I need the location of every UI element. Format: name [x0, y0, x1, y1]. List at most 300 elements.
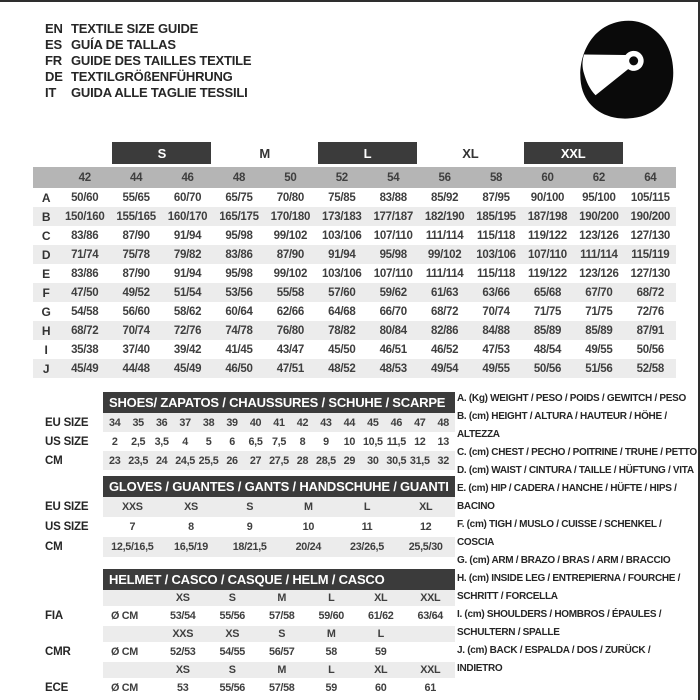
measure-row-letter: H [41, 323, 51, 338]
size-value-cell: 12 [419, 521, 432, 533]
size-value-cell: 6,5 [248, 435, 263, 448]
helmet-value-cell: 53 [177, 682, 189, 694]
size-value-cell: 12,5/16,5 [111, 541, 154, 553]
size-value-cell: 27 [249, 454, 262, 467]
measure-value-cell: 80/84 [379, 324, 407, 337]
helmet-values [103, 678, 455, 698]
size-value-cell: 2,5 [131, 435, 146, 448]
measure-value-cell: 85/89 [585, 324, 613, 337]
measure-value-cell: 155/165 [116, 210, 156, 223]
size-value-cell: 8 [299, 435, 306, 448]
measure-value-cell: 187/198 [527, 210, 568, 223]
legend-item: F. (cm) TIGH / MUSLO / CUISSE / SCHENKEL / COSCIA [457, 519, 662, 548]
size-value-cell: 41 [273, 416, 285, 429]
size-number-cell: 42 [78, 171, 91, 184]
measure-value-cell: 165/175 [219, 210, 259, 223]
measure-value-cell: 49/55 [482, 362, 510, 375]
size-value-cell: 23,5 [128, 454, 149, 467]
measurement-row [33, 264, 676, 283]
measurement-row [33, 188, 676, 207]
helmet-value-cell: 55/56 [219, 682, 246, 694]
helmet-size-cell: M [326, 628, 336, 640]
size-value-cell: 40 [249, 416, 262, 429]
size-row [45, 537, 455, 557]
language-code: ES [45, 36, 62, 52]
measure-value-cell: 119/122 [528, 267, 567, 280]
measure-value-cell: 47/50 [71, 286, 99, 299]
helmet-size-cell: L [328, 592, 335, 604]
measure-value-cell: 95/98 [225, 229, 253, 242]
measure-value-cell: 78/82 [328, 324, 356, 337]
language-code: DE [45, 68, 63, 84]
size-number-cell: 48 [232, 171, 246, 184]
language-title: TEXTILGRÖßENFÜHRUNG [71, 68, 233, 84]
helmet-value-row [45, 642, 455, 662]
measure-value-cell: 111/114 [425, 267, 464, 280]
measure-value-cell: 66/70 [379, 305, 407, 318]
size-row-label: EU SIZE [45, 416, 89, 429]
size-value-cell: 23/26,5 [350, 541, 384, 553]
measure-value-cell: 95/98 [379, 248, 407, 261]
measure-value-cell: 82/86 [430, 324, 459, 337]
measure-row-letter: B [41, 209, 51, 224]
measure-value-cell: 46/51 [379, 343, 407, 356]
size-number-cell: 50 [284, 171, 297, 184]
helmet-value-cell: 54/55 [219, 646, 246, 658]
size-value-cell: 37 [179, 416, 191, 429]
measure-value-cell: 85/89 [533, 324, 562, 337]
measure-value-cell: 107/110 [373, 229, 413, 242]
size-value-cell: XL [419, 501, 433, 513]
size-value-cell: 11 [361, 521, 373, 533]
size-row-values [103, 432, 455, 451]
measure-value-cell: 91/94 [328, 248, 356, 261]
helmet-value-cell: 60 [375, 682, 387, 694]
size-value-cell: 29 [343, 454, 356, 467]
size-number-row [33, 167, 676, 188]
helmet-value-row [45, 678, 455, 698]
language-row [45, 84, 251, 100]
legend-item: B. (cm) HEIGHT / ALTURA / HAUTEUR / HÖHE / ALTEZZA [457, 411, 667, 440]
helmet-value-cell: 57/58 [268, 682, 295, 694]
measure-value-cell: 95/98 [225, 267, 253, 280]
legend-item: G. (cm) ARM / BRAZO / BRAS / ARM / BRACCIO [457, 555, 671, 566]
measure-value-cell: 51/54 [173, 286, 202, 299]
size-value-cell: 5 [205, 435, 212, 448]
measurement-row [33, 321, 676, 340]
size-row-label: CM [45, 541, 63, 553]
size-value-cell: 11,5 [386, 435, 406, 448]
measure-row-letter: G [41, 304, 51, 319]
measure-value-cell: 87/90 [122, 229, 150, 242]
size-value-cell: XXS [121, 501, 143, 513]
helmet-unit-cell: Ø CM [111, 646, 138, 658]
measure-value-cell: 91/94 [173, 229, 202, 242]
measure-value-cell: 107/110 [373, 267, 413, 280]
measure-value-cell: 54/58 [71, 305, 99, 318]
helmet-section-header: HELMET / CASCO / CASQUE / HELM / CASCO [103, 569, 455, 590]
size-value-cell: 2 [111, 435, 118, 448]
size-value-cell: 8 [188, 521, 194, 533]
measure-value-cell: 170/180 [270, 210, 311, 223]
measure-value-cell: 185/195 [476, 210, 516, 223]
helmet-size-cell: XXS [172, 628, 194, 640]
helmet-value-cell: 58 [325, 646, 337, 658]
measure-value-cell: 70/80 [276, 191, 304, 204]
measure-row-letter: F [42, 285, 50, 300]
helmet-value-cell: 63/64 [417, 610, 444, 622]
size-value-cell: S [246, 501, 254, 513]
measure-row-letter: I [44, 342, 48, 357]
measure-row-letter: E [42, 266, 50, 281]
helmet-size-values [103, 590, 455, 606]
measure-value-cell: 71/74 [71, 248, 99, 261]
measurement-row [33, 302, 676, 321]
helmet-value-cell: 59/60 [318, 610, 345, 622]
measure-value-cell: 103/106 [322, 229, 362, 242]
measure-value-cell: 45/49 [71, 362, 99, 375]
helmet-value-cell: 61/62 [367, 610, 394, 622]
legend-item: H. (cm) INSIDE LEG / ENTREPIERNA / FOURCHE / SCHRITT / FORCELLA [457, 573, 681, 602]
size-row-values [103, 537, 455, 557]
measure-value-cell: 67/70 [585, 286, 613, 299]
racing-helmet-icon [572, 16, 682, 124]
measure-row-letter: A [41, 190, 51, 205]
measure-value-cell: 70/74 [122, 324, 150, 337]
measure-value-cell: 49/52 [122, 286, 150, 299]
legend-item: I. (cm) SHOULDERS / HOMBROS / ÉPAULES / SCHULTERN / SPALLE [457, 609, 662, 638]
measure-value-cell: 87/95 [482, 191, 510, 204]
measure-value-cell: 48/52 [328, 362, 356, 375]
size-value-cell: 44 [343, 416, 356, 429]
legend-item: D. (cm) WAIST / CINTURA / TAILLE / HÜFTUNG / VITA [457, 465, 694, 476]
measure-value-cell: 49/55 [585, 343, 613, 356]
language-code: EN [45, 20, 63, 36]
language-row [45, 52, 251, 68]
measure-value-cell: 91/94 [173, 267, 202, 280]
size-value-cell: 28,5 [316, 454, 336, 467]
measure-value-cell: 35/38 [71, 343, 99, 356]
measure-value-cell: 47/53 [482, 343, 510, 356]
language-title-list [45, 20, 251, 100]
size-row [45, 451, 455, 470]
measure-value-cell: 62/66 [276, 305, 304, 318]
measure-value-cell: 52/58 [636, 362, 664, 375]
size-row-values [103, 413, 455, 432]
measure-value-cell: 95/100 [582, 191, 616, 204]
size-value-cell: 46 [390, 416, 403, 429]
measure-value-cell: 190/200 [579, 210, 619, 223]
size-value-cell: 23 [109, 454, 121, 467]
measure-value-cell: 71/75 [585, 305, 613, 318]
legend-item: J. (cm) BACK / ESPALDA / DOS / ZURÜCK / INDIETRO [457, 645, 651, 674]
size-value-cell: 16,5/19 [174, 541, 208, 553]
size-row [45, 497, 455, 517]
measure-value-cell: 48/53 [379, 362, 407, 375]
size-row-label [45, 662, 103, 678]
size-value-cell: 28 [296, 454, 309, 467]
measurement-row [33, 359, 676, 378]
measure-value-cell: 190/200 [630, 210, 671, 223]
size-row [45, 432, 455, 451]
measurement-row [33, 226, 676, 245]
measure-value-cell: 51/56 [585, 362, 613, 375]
measure-value-cell: 58/62 [173, 305, 202, 318]
helmet-value-cell: 61 [424, 682, 436, 694]
size-value-cell: 24 [155, 454, 168, 467]
measure-value-cell: 45/49 [173, 362, 202, 375]
measure-value-cell: 41/45 [225, 343, 253, 356]
measure-value-cell: 99/102 [273, 229, 308, 242]
measure-value-cell: 150/160 [64, 210, 105, 223]
size-value-cell: 25,5 [198, 454, 219, 467]
measure-value-cell: 68/72 [430, 305, 459, 318]
measure-value-cell: 43/47 [276, 343, 304, 356]
measure-value-cell: 76/80 [276, 324, 304, 337]
size-row-label: CM [45, 454, 63, 467]
measure-value-cell: 74/78 [225, 324, 253, 337]
measure-value-cell: 79/82 [173, 248, 202, 261]
helmet-size-cell: XXL [420, 592, 441, 604]
measure-value-cell: 46/52 [430, 343, 459, 356]
language-row [45, 36, 251, 52]
size-number-cell: 64 [644, 171, 657, 184]
size-value-cell: 6 [229, 435, 235, 448]
helmet-size-table [45, 569, 455, 698]
size-value-cell: 38 [202, 416, 215, 429]
helmet-value-cell: 56/57 [268, 646, 295, 658]
measure-value-cell: 123/126 [579, 267, 619, 280]
measure-value-cell: 71/75 [533, 305, 562, 318]
size-value-cell: XS [184, 501, 198, 513]
size-group-cell: M [259, 145, 270, 161]
size-number-cell: 60 [541, 171, 554, 184]
measure-value-cell: 87/91 [636, 324, 664, 337]
size-number-cell: 46 [181, 171, 194, 184]
size-value-cell: 10 [343, 435, 356, 448]
measure-value-cell: 83/86 [71, 267, 99, 280]
measure-value-cell: 127/130 [630, 267, 671, 280]
measure-value-cell: 45/50 [328, 343, 356, 356]
language-title: GUIDE DES TAILLES TEXTILE [71, 52, 252, 68]
size-row-label: US SIZE [45, 435, 89, 448]
helmet-value-row [45, 606, 455, 626]
size-row-values [103, 451, 455, 470]
helmet-size-row [45, 626, 455, 642]
size-row-label: EU SIZE [45, 501, 89, 513]
size-value-cell: 42 [296, 416, 309, 429]
size-value-cell: 48 [437, 416, 449, 429]
measure-value-cell: 37/40 [122, 343, 150, 356]
size-value-cell: 20/24 [295, 541, 322, 553]
measure-value-cell: 49/54 [430, 362, 459, 375]
measure-value-cell: 39/42 [173, 343, 202, 356]
helmet-value-cell: 59 [375, 646, 387, 658]
measure-value-cell: 115/118 [476, 267, 516, 280]
measure-value-cell: 50/56 [533, 362, 562, 375]
helmet-values [103, 606, 455, 626]
helmet-value-cell: 52/53 [169, 646, 196, 658]
helmet-size-cell: S [278, 628, 286, 640]
measure-value-cell: 107/110 [528, 248, 567, 261]
measure-value-cell: 64/68 [328, 305, 356, 318]
size-number-cell: 62 [592, 171, 605, 184]
measure-value-cell: 83/86 [71, 229, 99, 242]
measure-value-cell: 87/90 [276, 248, 304, 261]
measure-value-cell: 84/88 [482, 324, 510, 337]
size-row-label: US SIZE [45, 521, 89, 533]
helmet-size-row [45, 662, 455, 678]
helmet-size-cell: XL [374, 664, 388, 676]
measure-value-cell: 44/48 [122, 362, 150, 375]
measure-value-cell: 68/72 [636, 286, 664, 299]
size-value-cell: 32 [437, 454, 449, 467]
gloves-size-table [45, 476, 455, 557]
size-group-spacer [625, 142, 676, 164]
measure-value-cell: 50/56 [636, 343, 664, 356]
size-number-cell: 44 [130, 171, 143, 184]
size-value-cell: 30,5 [386, 454, 407, 467]
gloves-section-header: GLOVES / GUANTES / GANTS / HANDSCHUHE / GUANTI [103, 476, 455, 497]
measure-value-cell: 99/102 [273, 267, 308, 280]
size-group-cell: XXL [524, 142, 623, 164]
size-value-cell: 18/21,5 [232, 541, 267, 553]
measurement-legend [457, 390, 697, 678]
size-value-cell: 10,5 [362, 435, 383, 448]
measure-value-cell: 127/130 [630, 229, 671, 242]
measure-value-cell: 65/75 [225, 191, 253, 204]
size-value-cell: 10 [302, 521, 315, 533]
language-code: FR [45, 52, 62, 68]
size-number-cell: 58 [489, 171, 503, 184]
size-group-cell: XL [462, 145, 479, 161]
measure-value-cell: 55/65 [122, 191, 150, 204]
measure-value-cell: 61/63 [430, 286, 459, 299]
helmet-value-cell: 57/58 [268, 610, 295, 622]
size-value-cell: 4 [182, 435, 188, 448]
helmet-size-values [103, 626, 455, 642]
size-group-spacer [33, 142, 110, 164]
measure-value-cell: 173/183 [322, 210, 362, 223]
size-value-cell: 39 [226, 416, 238, 429]
size-value-cell: 36 [155, 416, 168, 429]
helmet-standard-label: FIA [45, 610, 63, 622]
size-row-label [45, 590, 103, 606]
helmet-size-cell: XS [175, 664, 190, 676]
measure-value-cell: 46/50 [225, 362, 253, 375]
measure-value-cell: 103/106 [322, 267, 362, 280]
measure-value-cell: 103/106 [476, 248, 516, 261]
measure-row-letter: D [41, 247, 51, 262]
legend-item: E. (cm) HIP / CADERA / HANCHE / HÜFTE / HIPS / BACINO [457, 483, 677, 512]
size-value-cell: M [303, 501, 313, 513]
measure-value-cell: 123/126 [579, 229, 619, 242]
measure-value-cell: 83/86 [225, 248, 253, 261]
measurement-row [33, 340, 676, 359]
size-value-cell: 7,5 [271, 435, 287, 448]
measure-value-cell: 56/60 [122, 305, 150, 318]
size-value-cell: 7 [129, 521, 136, 533]
helmet-unit-cell: Ø CM [111, 682, 138, 694]
measure-value-cell: 68/72 [71, 324, 99, 337]
size-value-cell: 30 [367, 454, 379, 467]
language-title: TEXTILE SIZE GUIDE [71, 20, 199, 36]
size-row-values [103, 517, 455, 537]
helmet-standard-label: ECE [45, 682, 69, 694]
size-value-cell: 25,5/30 [408, 541, 443, 553]
measurement-row [33, 207, 676, 226]
measure-value-cell: 115/119 [631, 248, 670, 261]
helmet-value-cell: 53/54 [169, 610, 196, 622]
size-row [45, 517, 455, 537]
measure-value-cell: 177/187 [373, 210, 413, 223]
measure-value-cell: 60/70 [173, 191, 202, 204]
measure-value-cell: 48/54 [533, 343, 562, 356]
measure-value-cell: 60/64 [225, 305, 253, 318]
measure-value-cell: 83/88 [379, 191, 407, 204]
size-number-cell: 52 [335, 171, 348, 184]
measure-value-cell: 65/68 [533, 286, 562, 299]
measure-value-cell: 55/58 [276, 286, 304, 299]
measure-value-cell: 53/56 [225, 286, 253, 299]
helmet-size-cell: L [328, 664, 335, 676]
measure-value-cell: 99/102 [427, 248, 462, 261]
size-value-cell: 47 [414, 416, 426, 429]
helmet-size-cell: L [377, 628, 384, 640]
helmet-size-cell: M [277, 592, 287, 604]
helmet-size-values [103, 662, 455, 678]
measure-value-cell: 72/76 [636, 305, 664, 318]
shoes-section-header: SHOES/ ZAPATOS / CHAUSSURES / SCHUHE / SCARPE [103, 392, 455, 413]
shoes-size-table [45, 392, 455, 470]
legend-item: C. (cm) CHEST / PECHO / POITRINE / TRUHE / PETTO [457, 447, 697, 458]
size-value-cell: 9 [246, 521, 253, 533]
language-code: IT [45, 84, 57, 100]
helmet-size-cell: XS [225, 628, 240, 640]
size-value-cell: 3,5 [154, 435, 169, 448]
measure-row-letter: J [42, 361, 50, 376]
size-row-label [45, 626, 103, 642]
measure-value-cell: 119/122 [528, 229, 567, 242]
size-value-cell: 12 [414, 435, 426, 448]
measure-value-cell: 105/115 [630, 191, 670, 204]
helmet-size-cell: XL [374, 592, 388, 604]
size-number-cell: 56 [438, 171, 451, 184]
measure-value-cell: 47/51 [276, 362, 304, 375]
measure-value-cell: 63/66 [482, 286, 510, 299]
size-group-cell: S [112, 142, 211, 164]
language-row [45, 20, 251, 36]
measure-value-cell: 182/190 [424, 210, 465, 223]
language-title: GUIDA ALLE TAGLIE TESSILI [71, 84, 248, 100]
helmet-size-cell: XS [175, 592, 190, 604]
helmet-size-cell: S [228, 664, 236, 676]
measure-value-cell: 87/90 [122, 267, 150, 280]
measure-value-cell: 75/85 [328, 191, 356, 204]
measure-value-cell: 85/92 [430, 191, 459, 204]
measure-value-cell: 57/60 [328, 286, 356, 299]
helmet-size-cell: XXL [420, 664, 441, 676]
size-value-cell: 35 [132, 416, 144, 429]
size-number-cell: 54 [387, 171, 400, 184]
helmet-value-cell: 59 [325, 682, 337, 694]
measurement-row [33, 245, 676, 264]
helmet-values [103, 642, 455, 662]
language-row [45, 68, 251, 84]
measure-value-cell: 50/60 [71, 191, 99, 204]
helmet-unit-cell: Ø CM [111, 610, 138, 622]
size-value-cell: 9 [323, 435, 329, 448]
